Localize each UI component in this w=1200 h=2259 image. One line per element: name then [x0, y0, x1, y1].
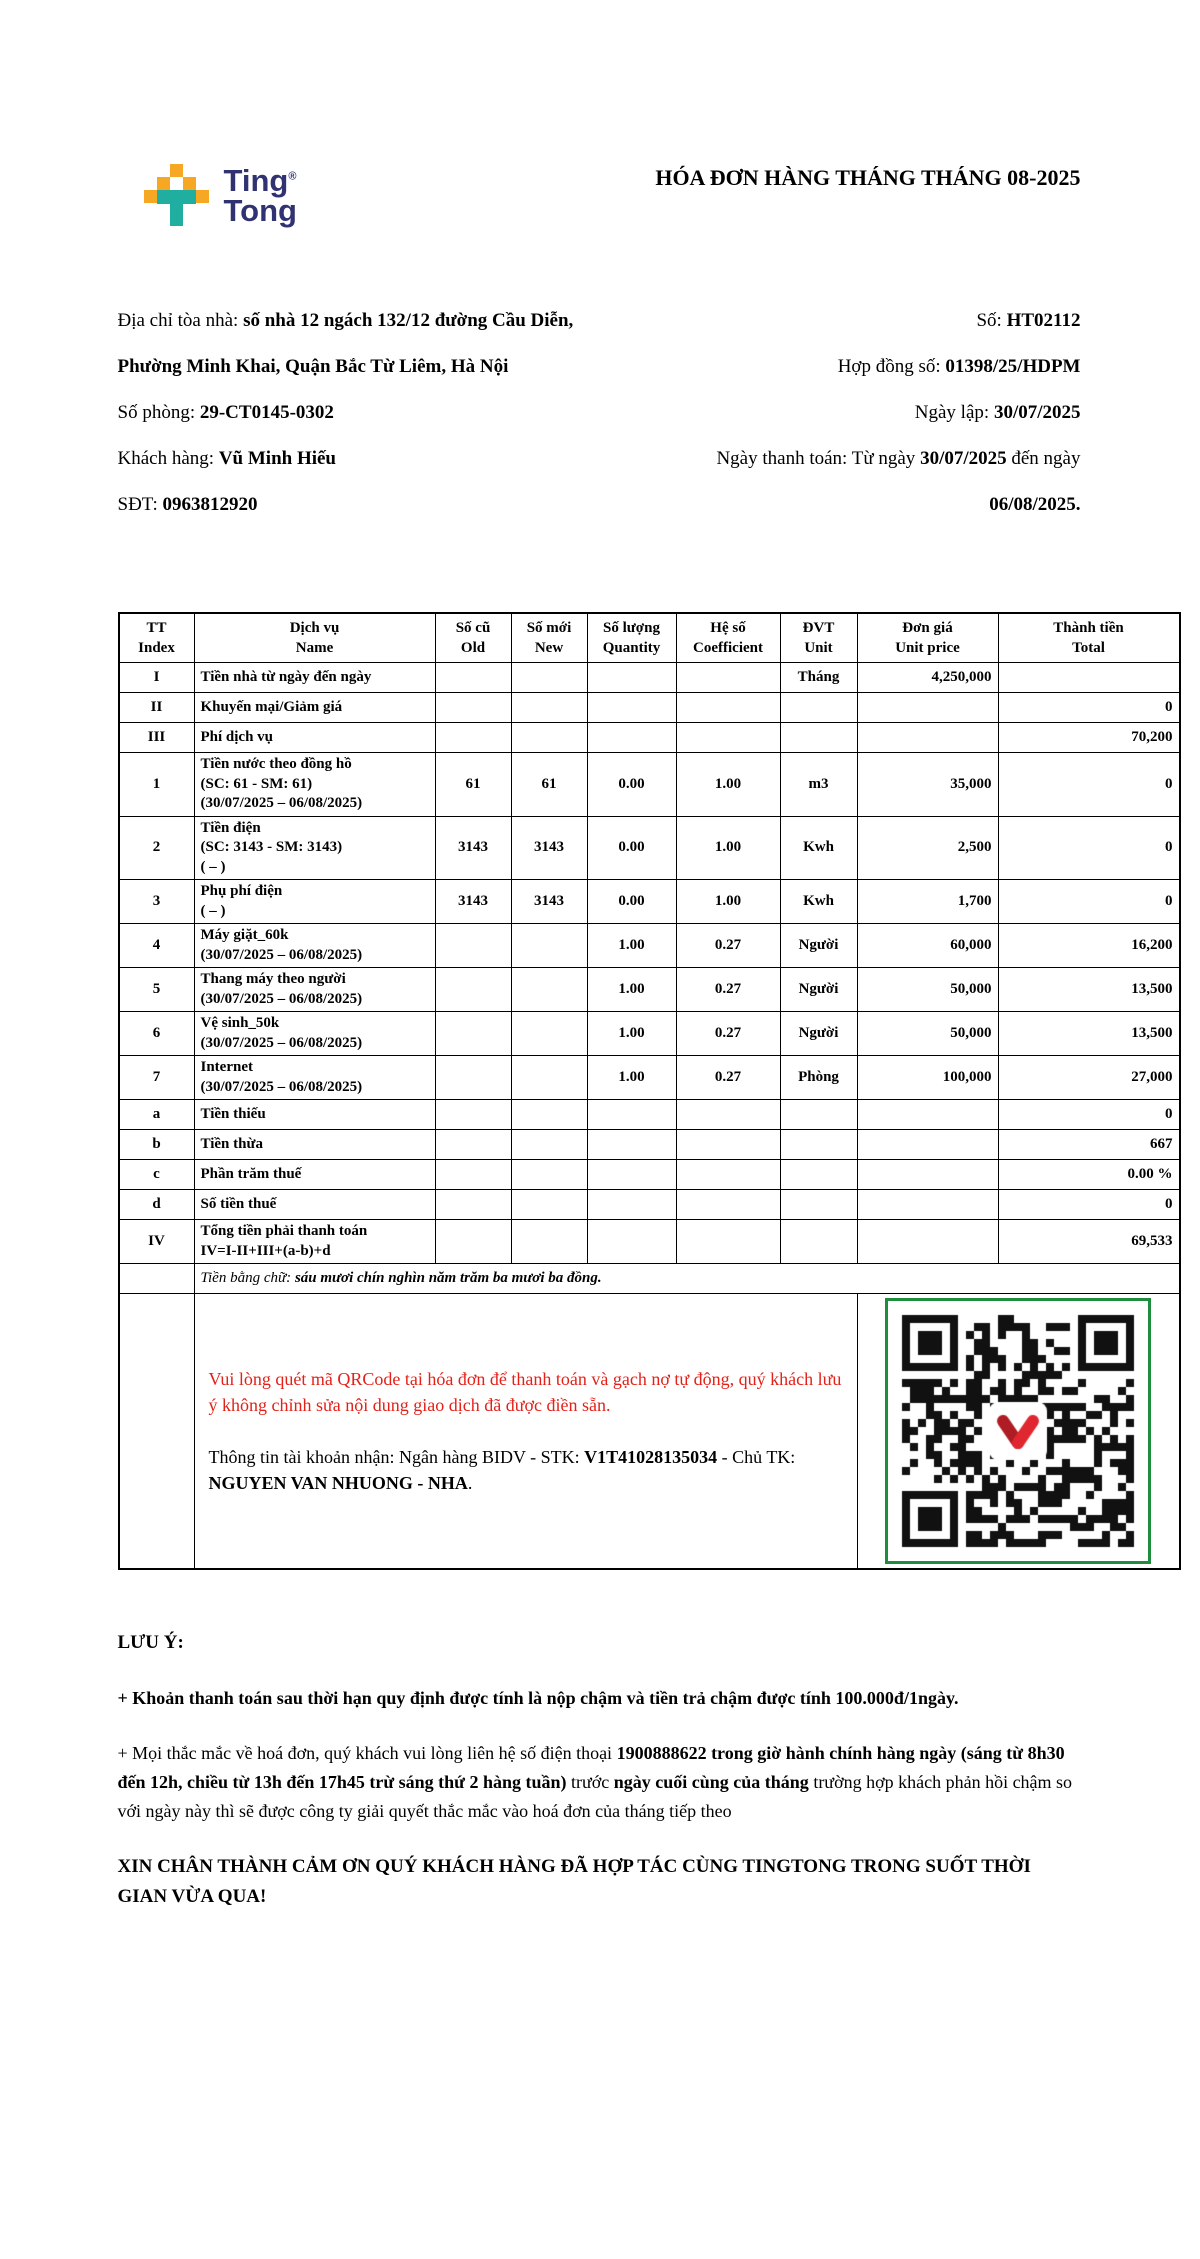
cell-old — [435, 1056, 511, 1100]
cell-coef: 1.00 — [676, 753, 780, 817]
cell-tt: b — [119, 1130, 195, 1160]
cell-tt: 2 — [119, 816, 195, 880]
cell-qty: 1.00 — [587, 1012, 676, 1056]
cell-qty — [587, 1190, 676, 1220]
text-run: trước — [566, 1771, 614, 1792]
cell-new — [511, 968, 587, 1012]
cell-price — [857, 1190, 998, 1220]
customer-name: Khách hàng: Vũ Minh Hiếu — [117, 448, 337, 469]
cell-total: 13,500 — [998, 1012, 1180, 1056]
qr-code — [896, 1309, 1140, 1553]
invoice-table — [118, 612, 1181, 1570]
table-row — [119, 924, 1180, 968]
cell-tt: IV — [119, 1220, 195, 1264]
cell-name: Số tiền thuế — [194, 1190, 435, 1220]
table-row — [119, 1100, 1180, 1130]
cell-total — [998, 663, 1180, 693]
cell-tt: 6 — [119, 1012, 195, 1056]
hotline-note — [118, 1739, 1081, 1825]
table-row — [119, 723, 1180, 753]
cell-tt: d — [119, 1190, 195, 1220]
cell-qty: 0.00 — [587, 816, 676, 880]
table-row — [119, 1160, 1180, 1190]
text-run: Thông tin tài khoản nhận: Ngân hàng BIDV - STK: — [208, 1447, 585, 1467]
cell-old — [435, 1130, 511, 1160]
cell-name: Máy giặt_60k (30/07/2025 – 06/08/2025) — [194, 924, 435, 968]
cell-new — [511, 924, 587, 968]
text-run: - Chủ TK: — [717, 1447, 796, 1467]
cell-tt: a — [119, 1100, 195, 1130]
cell-tt: 4 — [119, 924, 195, 968]
cell-name: Internet (30/07/2025 – 06/08/2025) — [194, 1056, 435, 1100]
cell-total: 0 — [998, 880, 1180, 924]
cell-old — [435, 1220, 511, 1264]
cell-new — [511, 1130, 587, 1160]
cell-new: 3143 — [511, 880, 587, 924]
cell-total: 0 — [998, 753, 1180, 817]
cell-unit: m3 — [780, 753, 857, 817]
text-run: 30/07/2025 — [920, 448, 1007, 469]
payment-period — [649, 436, 1081, 528]
cell-new: 61 — [511, 753, 587, 817]
cell-qty: 1.00 — [587, 1056, 676, 1100]
cell-price — [857, 1100, 998, 1130]
room-number: Số phòng: 29-CT0145-0302 — [117, 402, 334, 423]
table-row — [119, 880, 1180, 924]
cell-name: Vệ sinh_50k (30/07/2025 – 06/08/2025) — [194, 1012, 435, 1056]
cell-empty — [119, 1294, 195, 1570]
cell-total: 16,200 — [998, 924, 1180, 968]
header — [118, 158, 1081, 244]
registered-mark: ® — [288, 170, 297, 183]
text-run: NGUYEN VAN NHUONG - NHA — [208, 1473, 468, 1494]
table-row — [119, 1130, 1180, 1160]
qr-row — [119, 1294, 1180, 1570]
cell-qty: 1.00 — [587, 968, 676, 1012]
tingtong-logo — [144, 158, 297, 244]
tingtong-logo-icon — [144, 158, 210, 244]
cell-total: 70,200 — [998, 723, 1180, 753]
cell-qty — [587, 663, 676, 693]
text-run: . — [467, 1473, 473, 1494]
cell-old: 3143 — [435, 880, 511, 924]
cell-unit: Người — [780, 924, 857, 968]
qr-code-frame — [885, 1298, 1151, 1564]
text-run: Ngày thanh toán: Từ ngày — [716, 448, 921, 469]
cell-price: 50,000 — [857, 1012, 998, 1056]
text-run: + Mọi thắc mắc về hoá đơn, quý khách vui lòng liên hệ số điện thoại — [117, 1743, 617, 1764]
cell-empty — [119, 1264, 195, 1294]
cell-coef: 0.27 — [676, 924, 780, 968]
cell-unit — [780, 1220, 857, 1264]
cell-total: 0 — [998, 693, 1180, 723]
text-run: 06/08/2025. — [989, 494, 1081, 515]
cell-price — [857, 693, 998, 723]
cell-price — [857, 1220, 998, 1264]
cell-tt: I — [119, 663, 195, 693]
cell-coef — [676, 1220, 780, 1264]
cell-new: 3143 — [511, 816, 587, 880]
customer-phone: SĐT: 0963812920 — [117, 494, 258, 515]
table-row — [119, 1012, 1180, 1056]
cell-old — [435, 1160, 511, 1190]
cell-name: Khuyến mại/Giảm giá — [194, 693, 435, 723]
cell-qty — [587, 693, 676, 723]
cell-coef — [676, 723, 780, 753]
text-run: V1T41028135034 — [584, 1447, 718, 1467]
column-header: Số mới New — [511, 613, 587, 663]
cell-price — [857, 723, 998, 753]
table-row — [119, 1190, 1180, 1220]
customer-info — [118, 298, 642, 528]
cell-total: 667 — [998, 1130, 1180, 1160]
cell-unit: Người — [780, 968, 857, 1012]
cell-unit: Kwh — [780, 880, 857, 924]
cell-unit — [780, 1160, 857, 1190]
cell-price: 50,000 — [857, 968, 998, 1012]
table-row — [119, 753, 1180, 817]
cell-qty — [587, 1130, 676, 1160]
amount-in-words-cell — [194, 1264, 1180, 1294]
cell-qty: 1.00 — [587, 924, 676, 968]
cell-old — [435, 968, 511, 1012]
cell-total: 27,000 — [998, 1056, 1180, 1100]
cell-new — [511, 1012, 587, 1056]
text-run: trường hợp khách phản hồi chậm so với ngày này thì sẽ được công ty giải quyết thắc mắc vào hoá đơn của tháng tiếp theo — [117, 1771, 1073, 1821]
cell-coef: 0.27 — [676, 1056, 780, 1100]
invoice-meta — [649, 298, 1081, 528]
column-header: Số cũ Old — [435, 613, 511, 663]
cell-unit — [780, 1130, 857, 1160]
logo-line2: Tong — [223, 193, 297, 229]
issue-date: Ngày lập: 30/07/2025 — [914, 402, 1081, 423]
table-row — [119, 663, 1180, 693]
cell-old: 61 — [435, 753, 511, 817]
column-header: Dịch vụ Name — [194, 613, 435, 663]
cell-unit: Kwh — [780, 816, 857, 880]
cell-coef — [676, 1100, 780, 1130]
invoice-table-head — [119, 613, 1180, 663]
cell-coef — [676, 1190, 780, 1220]
cell-qty — [587, 723, 676, 753]
payment-instructions-cell — [194, 1294, 857, 1570]
cell-coef: 0.27 — [676, 1012, 780, 1056]
text-run: 1900888622 trong giờ hành chính hàng ngày (sáng từ 8h30 đến 12h, chiều từ 13h đến 17h45 trừ sáng thứ 2 hàng tuần) — [117, 1743, 1065, 1792]
cell-total: 0.00 % — [998, 1160, 1180, 1190]
cell-total: 69,533 — [998, 1220, 1180, 1264]
cell-old — [435, 924, 511, 968]
invoice-document — [117, 0, 1173, 1912]
column-header: Thành tiền Total — [998, 613, 1180, 663]
amount-in-words-label: Tiền bằng chữ: — [200, 1269, 295, 1286]
invoice-table-footer — [119, 1264, 1180, 1570]
cell-name: Phần trăm thuế — [194, 1160, 435, 1190]
invoice-info — [118, 298, 1081, 528]
cell-unit — [780, 693, 857, 723]
cell-price — [857, 1160, 998, 1190]
cell-price: 35,000 — [857, 753, 998, 817]
cell-new — [511, 1220, 587, 1264]
cell-tt: 5 — [119, 968, 195, 1012]
cell-new — [511, 663, 587, 693]
cell-tt: c — [119, 1160, 195, 1190]
cell-qty — [587, 1160, 676, 1190]
cell-total: 13,500 — [998, 968, 1180, 1012]
amount-in-words-row — [119, 1264, 1180, 1294]
cell-new — [511, 693, 587, 723]
cell-new — [511, 1160, 587, 1190]
column-header: Đơn giá Unit price — [857, 613, 998, 663]
thank-you-message: XIN CHÂN THÀNH CẢM ƠN QUÝ KHÁCH HÀNG ĐÃ HỢP TÁC CÙNG TINGTONG TRONG SUỐT THỜI GIAN VỪA QUA! — [117, 1855, 1031, 1907]
cell-coef: 1.00 — [676, 816, 780, 880]
cell-name: Phụ phí điện ( – ) — [194, 880, 435, 924]
tingtong-logo-text — [224, 158, 297, 227]
cell-unit — [780, 1100, 857, 1130]
footer-notes — [118, 1628, 1081, 1912]
cell-old — [435, 663, 511, 693]
cell-name: Tiền nhà từ ngày đến ngày — [194, 663, 435, 693]
cell-old — [435, 723, 511, 753]
table-row — [119, 1056, 1180, 1100]
invoice-number: Số: HT02112 — [976, 310, 1081, 331]
cell-name: Tiền nước theo đồng hồ (SC: 61 - SM: 61) (30/07/2025 – 06/08/2025) — [194, 753, 435, 817]
text-run: ngày cuối cùng của tháng — [613, 1771, 809, 1792]
cell-name: Thang máy theo người (30/07/2025 – 06/08/2025) — [194, 968, 435, 1012]
column-header: Số lượng Quantity — [587, 613, 676, 663]
table-row — [119, 1220, 1180, 1264]
cell-unit: Phòng — [780, 1056, 857, 1100]
late-payment-note: + Khoản thanh toán sau thời hạn quy định được tính là nộp chậm và tiền trả chậm được tính 100.000đ/1ngày. — [117, 1688, 959, 1709]
cell-old — [435, 693, 511, 723]
cell-tt: 7 — [119, 1056, 195, 1100]
cell-old — [435, 1190, 511, 1220]
logo-line1: Ting — [223, 163, 289, 198]
cell-name: Tổng tiền phải thanh toán IV=I-II+III+(a-b)+d — [194, 1220, 435, 1264]
building-address: Địa chỉ tòa nhà: số nhà 12 ngách 132/12 đường Cầu Diễn, Phường Minh Khai, Quận Bắc Từ Liêm, Hà Nội — [117, 310, 574, 377]
cell-name: Tiền thiếu — [194, 1100, 435, 1130]
contract-number: Hợp đồng số: 01398/25/HDPM — [837, 356, 1081, 377]
qr-payment-notice: Vui lòng quét mã QRCode tại hóa đơn để thanh toán và gạch nợ tự động, quý khách lưu ý không chỉnh sửa nội dung giao dịch đã được điền sẵn. — [208, 1368, 842, 1415]
table-row — [119, 816, 1180, 880]
cell-price: 60,000 — [857, 924, 998, 968]
amount-in-words-value: sáu mươi chín nghìn năm trăm ba mươi ba đồng. — [294, 1269, 602, 1286]
column-header: TT Index — [119, 613, 195, 663]
cell-name: Tiền điện (SC: 3143 - SM: 3143) ( – ) — [194, 816, 435, 880]
invoice-title: HÓA ĐƠN HÀNG THÁNG THÁNG 08-2025 — [655, 165, 1081, 190]
cell-new — [511, 723, 587, 753]
cell-price: 4,250,000 — [857, 663, 998, 693]
cell-old — [435, 1100, 511, 1130]
cell-unit: Tháng — [780, 663, 857, 693]
column-header: ĐVT Unit — [780, 613, 857, 663]
cell-coef — [676, 1160, 780, 1190]
table-row — [119, 968, 1180, 1012]
cell-coef: 1.00 — [676, 880, 780, 924]
cell-new — [511, 1100, 587, 1130]
cell-qty — [587, 1220, 676, 1264]
cell-tt: II — [119, 693, 195, 723]
cell-tt: 1 — [119, 753, 195, 817]
header-row — [119, 613, 1180, 663]
cell-old: 3143 — [435, 816, 511, 880]
cell-qty: 0.00 — [587, 880, 676, 924]
cell-total: 0 — [998, 1190, 1180, 1220]
cell-tt: III — [119, 723, 195, 753]
cell-total: 0 — [998, 1100, 1180, 1130]
qr-code-cell — [857, 1294, 1180, 1570]
cell-coef — [676, 663, 780, 693]
table-row — [119, 693, 1180, 723]
cell-new — [511, 1056, 587, 1100]
cell-unit — [780, 723, 857, 753]
cell-price: 100,000 — [857, 1056, 998, 1100]
cell-tt: 3 — [119, 880, 195, 924]
notes-heading: LƯU Ý: — [117, 1632, 184, 1653]
cell-price: 1,700 — [857, 880, 998, 924]
cell-old — [435, 1012, 511, 1056]
column-header: Hệ số Coefficient — [676, 613, 780, 663]
cell-coef — [676, 1130, 780, 1160]
cell-new — [511, 1190, 587, 1220]
cell-price — [857, 1130, 998, 1160]
cell-price: 2,500 — [857, 816, 998, 880]
cell-qty: 0.00 — [587, 753, 676, 817]
cell-qty — [587, 1100, 676, 1130]
cell-name: Phí dịch vụ — [194, 723, 435, 753]
cell-total: 0 — [998, 816, 1180, 880]
invoice-table-body — [119, 663, 1180, 1264]
text-run: đến ngày — [1006, 448, 1081, 469]
cell-unit: Người — [780, 1012, 857, 1056]
cell-coef — [676, 693, 780, 723]
cell-name: Tiền thừa — [194, 1130, 435, 1160]
cell-coef: 0.27 — [676, 968, 780, 1012]
bank-account-info — [209, 1444, 843, 1496]
cell-unit — [780, 1190, 857, 1220]
